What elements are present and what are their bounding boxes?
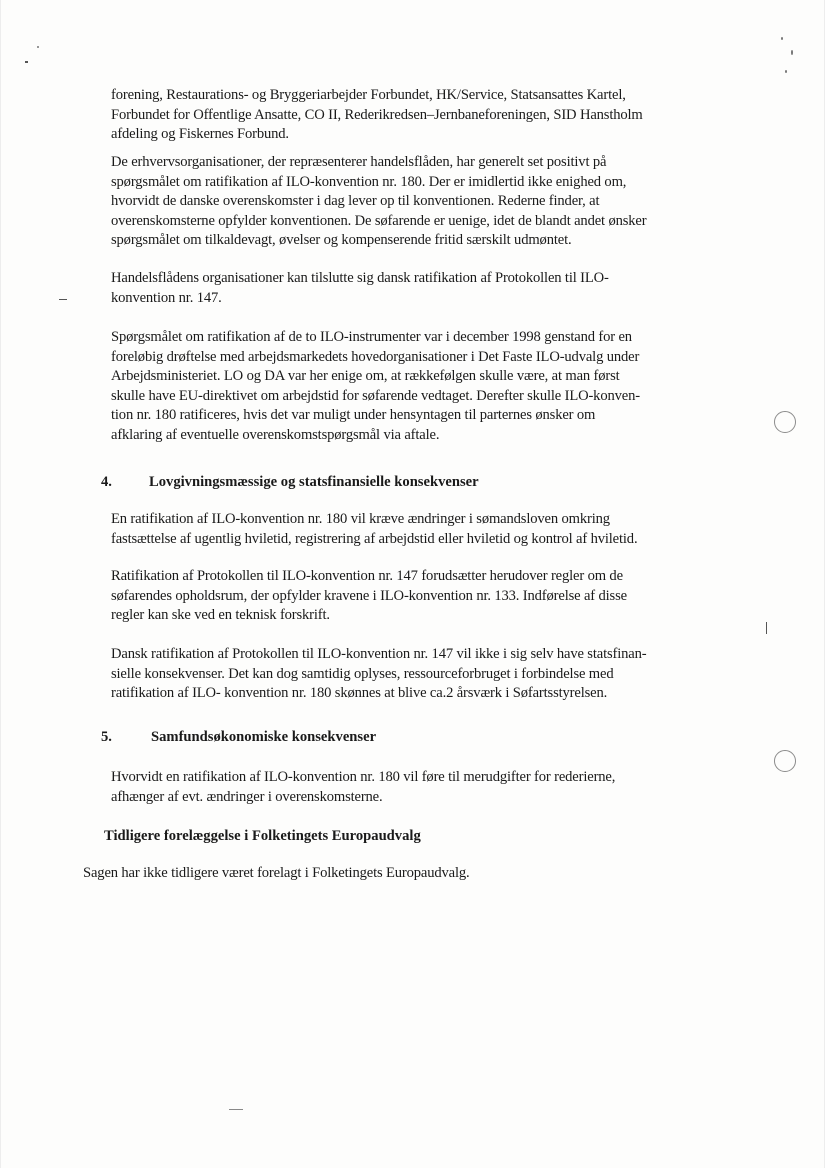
scan-speck-top-right-2 — [791, 50, 793, 55]
text-line: Sagen har ikke tidligere været forelagt i Folketingets Europaudvalg. — [83, 865, 470, 881]
text-line: De erhvervsorganisationer, der repræsenterer handelsflåden, har generelt set positivt på — [111, 154, 607, 170]
text-line: konvention nr. 147. — [111, 289, 222, 306]
paragraph-interest-organisations — [111, 153, 646, 251]
binder-hole-upper — [774, 411, 796, 433]
scan-mark-right — [766, 622, 767, 634]
scan-dash-left — [59, 299, 67, 300]
text-line: forening, Restaurations- og Bryggeriarbejder Forbundet, HK/Service, Statsansattes Kartel, — [111, 87, 626, 103]
text-line: overenskomsterne opfylder konventionen. De søfarende er uenige, idet de blandt andet ønsker — [111, 212, 647, 229]
text-line: ratifikation af ILO- konvention nr. 180 skønnes at blive ca.2 årsværk i Søfartsstyrelsen. — [111, 685, 608, 701]
text-line: skulle have EU-direktivet om arbejdstid for søfarende vedtaget. Derefter skulle ILO-konven- — [111, 387, 640, 404]
scan-speck-small — [37, 46, 39, 48]
text-line: fastsættelse af ugentlig hviletid, registrering af arbejdstid eller hviletid og kontrol af hviletid. — [111, 530, 638, 547]
paragraph-law-180 — [111, 510, 637, 549]
section-title: Lovgivningsmæssige og statsfinansielle konsekvenser — [149, 474, 479, 490]
text-line: afklaring af eventuelle overenskomstspørgsmål via aftale. — [111, 426, 440, 443]
paragraph-protocol-147 — [111, 269, 609, 308]
section-number: 4. — [101, 474, 112, 490]
text-line: Handelsflådens organisationer kan tilslutte sig dansk ratifikation af Protokollen til ILO- — [111, 270, 609, 286]
text-line: spørgsmålet om ratifikation af ILO-konvention nr. 180. Der er imidlertid ikke enighed om, — [111, 173, 627, 190]
text-line: En ratifikation af ILO-konvention nr. 180 vil kræve ændringer i sømandsloven omkring — [111, 511, 610, 527]
section-title: Samfundsøkonomiske konsekvenser — [151, 729, 377, 745]
text-line: Ratifikation af Protokollen til ILO-konvention nr. 147 forudsætter herudover regler om de — [111, 568, 623, 584]
text-line: tion nr. 180 ratificeres, hvis det var muligt under hensyntagen til parternes ønsker om — [111, 407, 596, 423]
scan-speck-top-right-1 — [781, 37, 783, 40]
text-line: Arbejdsministeriet. LO og DA var her enige om, at rækkefølgen skulle være, at man først — [111, 368, 620, 384]
text-line: spørgsmålet om tilkaldevagt, øvelser og kompenserende fritid særskilt udmøntet. — [111, 232, 572, 248]
paragraph-committee — [83, 864, 470, 884]
paragraph-state-finance — [111, 645, 646, 704]
paragraph-december-1998 — [111, 328, 640, 445]
text-line: regler kan ske ved en teknisk forskrift. — [111, 607, 330, 623]
text-line: sielle konsekvenser. Det kan dog samtidig oplyses, ressourceforbruget i forbindelse med — [111, 665, 614, 682]
scan-speck-top-right-3 — [785, 70, 787, 73]
paragraph-law-147 — [111, 567, 627, 626]
section-title: Tidligere forelæggelse i Folketingets Europaudvalg — [104, 828, 421, 844]
scan-dash-bottom — [229, 1109, 243, 1110]
text-line: afdeling og Fiskernes Forbund. — [111, 126, 289, 142]
section-number: 5. — [101, 729, 112, 745]
text-line: Dansk ratifikation af Protokollen til ILO-konvention nr. 147 vil ikke i sig selv have statsfinan- — [111, 646, 647, 662]
paragraph-parties — [111, 86, 643, 145]
text-line: Spørgsmålet om ratifikation af de to ILO-instrumenter var i december 1998 genstand for en — [111, 329, 632, 345]
text-line: foreløbig drøftelse med arbejdsmarkedets hovedorganisationer i Det Faste ILO-udvalg under — [111, 348, 640, 365]
text-line: Forbundet for Offentlige Ansatte, CO II, Rederikredsen–Jernbaneforeningen, SID Hanstholm — [111, 106, 643, 123]
section-heading-europe-committee — [104, 827, 421, 846]
scan-speck-top-left — [25, 61, 28, 63]
text-line: afhænger af evt. ændringer i overenskomsterne. — [111, 788, 383, 805]
binder-hole-lower — [774, 750, 796, 772]
paragraph-socioeconomic — [111, 768, 615, 807]
text-line: Hvorvidt en ratifikation af ILO-konvention nr. 180 vil føre til merudgifter for rederierne, — [111, 769, 616, 785]
text-line: søfarendes opholdsrum, der opfylder kravene i ILO-konvention nr. 133. Indførelse af disse — [111, 587, 627, 604]
text-line: hvorvidt de danske overenskomster i dag lever op til konventionen. Rederne finder, at — [111, 193, 600, 209]
